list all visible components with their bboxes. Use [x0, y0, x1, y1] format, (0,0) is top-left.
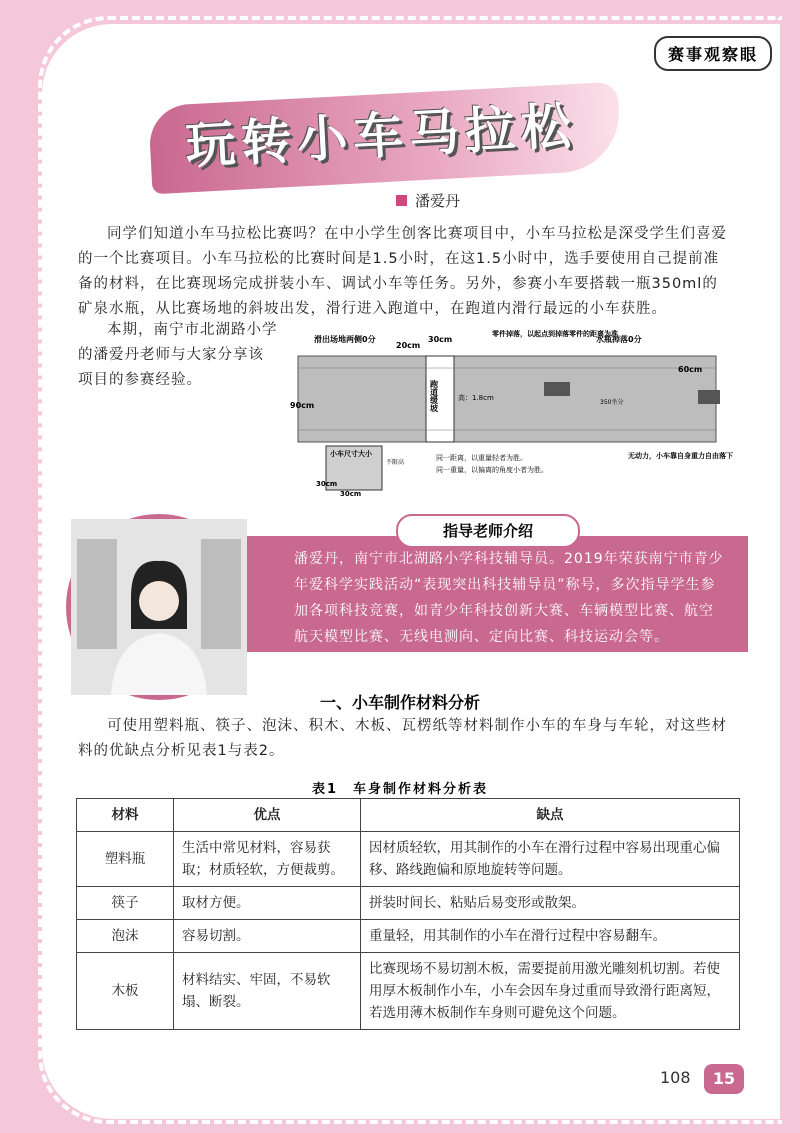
table-header: 缺点	[361, 799, 740, 832]
table-row: 筷子 取材方便。 拼装时间长、粘贴后易变形或散架。	[77, 887, 740, 920]
page-number: 15	[704, 1064, 744, 1094]
table-header: 优点	[174, 799, 361, 832]
car-icon	[544, 382, 570, 396]
label-height: 高：1.8cm	[458, 394, 494, 402]
section-label: 赛事观察眼	[654, 36, 772, 71]
label-ramp: 跑道缓坡	[429, 380, 439, 412]
table-row: 木板 材料结实、牢固，不易软塌、断裂。 比赛现场不易切割木板，需要提前用激光雕刻机切割。若使用厚木板制作小车，小车会因车身过重而导致滑行距离短，若选用薄木板制作车身则可避免这个问题。	[77, 953, 740, 1030]
label-20cm: 20cm	[396, 341, 421, 350]
section-paragraph: 可使用塑料瓶、筷子、泡沫、积木、木板、瓦楞纸等材料制作小车的车身与车轮，对这些材料的优缺点分析见表1与表2。	[78, 718, 727, 759]
label-60cm: 60cm	[678, 365, 703, 374]
label-bottle: 水瓶掉落0分	[596, 335, 642, 344]
label-points: 350坐分	[600, 399, 624, 406]
table-caption: 表1 车身制作材料分析表	[311, 782, 489, 797]
page-number-alt: 108	[660, 1068, 691, 1087]
car-falling-icon	[698, 390, 720, 404]
author: 潘爱丹	[396, 190, 460, 211]
track-diagram	[290, 328, 733, 498]
article-title: 玩转小车马拉松	[183, 95, 579, 176]
label-30cm: 30cm	[428, 335, 453, 344]
intro-paragraph: 同学们知道小车马拉松比赛吗？在中小学生创客比赛项目中，小车马拉松是深受学生们喜爱的一个比赛项目。小车马拉松的比赛时间是1.5小时，在这1.5小时中，选手要使用自己提前准备的材料，在比赛现场完成拼装小车、调试小车等任务。另外，参赛小车要搭载一瓶350ml的矿泉水瓶，从比赛场地的斜坡出发，滑行进入跑道中，在跑道内滑行最远的小车获胜。	[78, 226, 727, 317]
table-row: 泡沫 容易切割。 重量轻，用其制作的小车在滑行过程中容易翻车。	[77, 920, 740, 953]
section-heading: 一、小车制作材料分析	[319, 693, 480, 712]
rule-1: 同一距离，以重量轻者为胜。	[436, 454, 527, 462]
label-out: 滑出场地两侧0分	[314, 335, 376, 344]
label-90cm: 90cm	[290, 401, 315, 410]
teacher-photo	[66, 514, 252, 700]
intro-paragraph-2: 本期，南宁市北湖路小学的潘爱丹老师与大家分享该项目的参赛经验。	[78, 322, 278, 388]
label-no-limit: 不限高	[386, 459, 405, 466]
teacher-intro-text: 潘爱丹，南宁市北湖路小学科技辅导员。2019年荣获南宁市青少年爱科学实践活动“表现突出科技辅导员”称号，多次指导学生参加各项科技竞赛，如青少年科技创新大赛、车辆模型比赛、航空航天模型比赛、无线电测向、定向比赛、科技运动会等。	[294, 551, 724, 645]
material-table	[76, 798, 740, 1030]
label-parts: 零件掉落，以起点到掉落零件的距离为准	[492, 330, 618, 338]
table-header: 材料	[77, 799, 174, 832]
teacher-intro-heading: 指导老师介绍	[396, 514, 580, 548]
label-size: 小车尺寸大小	[330, 450, 372, 458]
fall-note: 无动力，小车靠自身重力自由落下	[628, 452, 733, 460]
track	[298, 356, 716, 442]
label-size-30b: 30cm	[340, 490, 362, 498]
rule-2: 同一重量，以偏离的角度小者为胜。	[436, 466, 548, 474]
label-size-30a: 30cm	[316, 480, 338, 488]
table-row: 塑料瓶 生活中常见材料，容易获取；材质轻软，方便裁剪。 因材质轻软，用其制作的小车在滑行过程中容易出现重心偏移、路线跑偏和原地旋转等问题。	[77, 832, 740, 887]
